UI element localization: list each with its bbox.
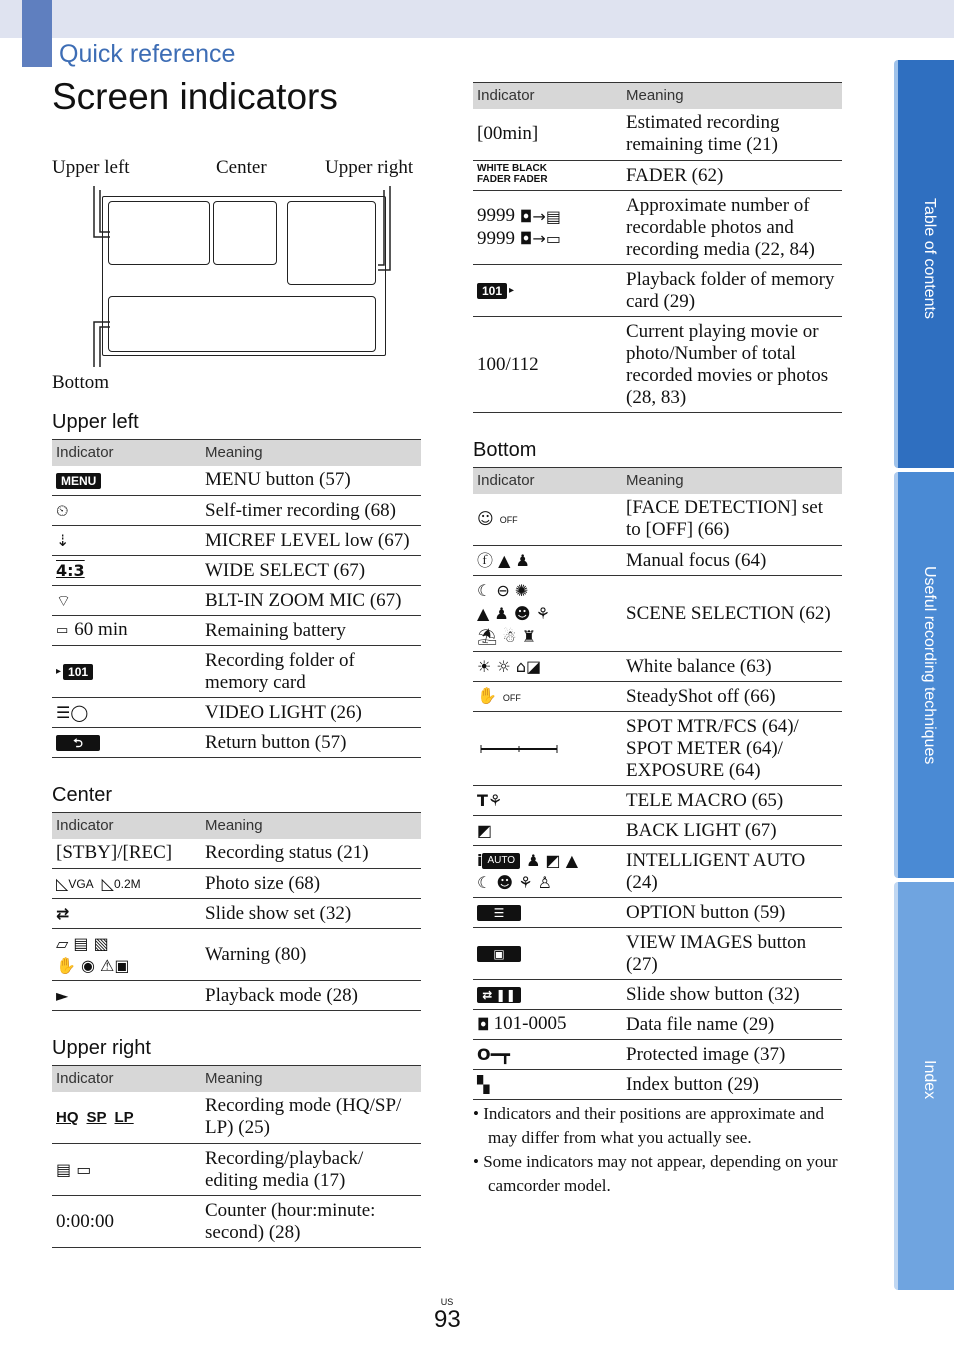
video-light-icon: ☰◯ — [56, 702, 89, 722]
indicator-header: Indicator — [52, 1066, 201, 1092]
upper-left-heading: Upper left — [52, 411, 139, 433]
upper-right-heading: Upper right — [52, 1037, 151, 1059]
photo-size-icon: ◺ — [101, 873, 114, 893]
center-heading: Center — [52, 784, 113, 806]
table-cell: VIDEO LIGHT (26) — [201, 698, 421, 728]
table-cell: BACK LIGHT (67) — [622, 816, 842, 846]
table-cell: VIEW IMAGES button (27) — [622, 928, 842, 980]
key-icon: O━┳ — [477, 1044, 510, 1064]
table-cell: White balance (63) — [622, 652, 842, 682]
table-cell: [FACE DETECTION] set to [OFF] (66) — [622, 494, 842, 546]
media-icon: ▤ ▭ — [56, 1159, 92, 1179]
slideshow-set-icon: ⇄ — [56, 903, 70, 923]
steadyshot-off-icon: ✋ — [477, 686, 497, 706]
view-images-icon: ▣ — [477, 946, 521, 962]
play-folder-icon: 101 — [477, 283, 507, 299]
indicator-header: Indicator — [473, 83, 622, 109]
bottom-table: Indicator Meaning ☺ OFF [FACE DETECTION] set to [OFF] (66) ⓕ ▲ ♟ Manual focus (64) ☾ ⊖ ✺ ▲ ♟ ☻ ⚘ ⛱ ☃ ♜ SCENE SELECTION (62) ☀ ☼ ⌂◪ White balance (63) ✋ OFF SteadyShot off (66) SPOT MTR/FCS (64)/ SPOT METER (64)/ EXPOSURE (64) T⚘ TELE MACRO (65) ◩ BACK LIGHT (67) i AUTO ♟ ◩ ▲ ☾ ☻ ⚘ ♙ INTELLIGENT AUTO (24) ☰ OPTION button (59) ▣ VIEW IMAGES button (27) ⇄ ❚❚ Slide show button (32) ◘ 101-0005 Data file name (29) O━┳ Protected image (37) ▚ Index button (29) — [473, 467, 842, 1100]
table-cell: Warning (80) — [201, 929, 421, 981]
notes-list — [473, 1102, 845, 1198]
play-arrow-icon: ▸ — [509, 284, 515, 296]
micref-icon: ⇣ — [56, 530, 70, 550]
meaning-header: Meaning — [201, 440, 421, 466]
table-cell: Self-timer recording (68) — [201, 496, 421, 526]
diagram-label-upper-left: Upper left — [52, 157, 130, 178]
menu-icon: MENU — [56, 473, 101, 489]
meaning-header: Meaning — [622, 83, 842, 109]
rec-mode-icon: SP — [86, 1108, 107, 1126]
table-cell: 0:00:00 — [52, 1196, 201, 1248]
fader-icon: WHITE BLACK FADER FADER — [477, 163, 548, 185]
return-icon: ⮌ — [56, 735, 100, 751]
table-cell: Manual focus (64) — [622, 546, 842, 576]
rec-mode-icon: LP — [114, 1108, 134, 1126]
table-cell: Current playing movie or photo/Number of total recorded movies or photos (28, 83) — [622, 317, 842, 413]
table-cell: [00min] — [473, 109, 622, 161]
diagram-leader-lines — [88, 180, 398, 370]
table-cell: [STBY]/[REC] — [52, 839, 201, 869]
meaning-header: Meaning — [622, 468, 842, 494]
table-cell: Approximate number of recordable photos and recording media (22, 84) — [622, 191, 842, 265]
playback-mode-icon: ► — [56, 985, 69, 1005]
tab-index[interactable]: Index — [894, 882, 954, 1290]
option-icon: ☰ — [477, 905, 521, 921]
table-cell: 100/112 — [473, 317, 622, 413]
diagram-label-upper-right: Upper right — [325, 157, 414, 178]
table-cell: Counter (hour:minute: second) (28) — [201, 1196, 421, 1248]
table-cell: Estimated recording remaining time (21) — [622, 109, 842, 161]
exposure-bar-icon — [477, 744, 561, 754]
rec-mode-icon: HQ — [56, 1108, 79, 1126]
table-cell: Return button (57) — [201, 728, 421, 758]
table-cell: Playback folder of memory card (29) — [622, 265, 842, 317]
upper-right-table-continued — [473, 82, 842, 413]
upper-right-table — [52, 1065, 421, 1248]
face-off-icon: ☺ — [477, 508, 494, 528]
manual-focus-icon: ⓕ ▲ ♟ — [477, 550, 530, 570]
camera-icon: ◘ — [477, 1014, 490, 1034]
table-cell: 9999 — [477, 204, 515, 226]
table-cell: BLT-IN ZOOM MIC (67) — [201, 586, 421, 616]
table-cell: 101-0005 — [493, 1013, 567, 1035]
table-cell: Recording folder of memory card — [201, 646, 421, 698]
table-cell: SCENE SELECTION (62) — [622, 576, 842, 652]
back-light-icon: ◩ — [477, 820, 493, 840]
scene-icon: ☾ ⊖ ✺ ▲ ♟ ☻ ⚘ ⛱ ☃ ♜ — [477, 581, 550, 646]
photo-size-icon: ◺ — [56, 873, 69, 893]
header-bar — [0, 0, 954, 38]
table-cell: Data file name (29) — [622, 1010, 842, 1040]
meaning-header: Meaning — [201, 813, 421, 839]
table-cell: SteadyShot off (66) — [622, 682, 842, 712]
tele-macro-icon: T⚘ — [477, 790, 503, 810]
bottom-heading: Bottom — [473, 439, 537, 461]
table-cell: Photo size (68) — [201, 869, 421, 899]
wide-select-icon: 4:3 — [56, 560, 85, 580]
table-cell: 9999 — [477, 227, 515, 249]
list-item: • Indicators and their positions are approximate and may differ from what you actually see. — [473, 1104, 825, 1147]
table-cell: MENU button (57) — [201, 466, 421, 496]
page-number: US 93 — [434, 1297, 461, 1333]
meaning-header: Meaning — [201, 1066, 421, 1092]
zoom-mic-icon: ⌔ — [56, 590, 72, 610]
table-cell: SPOT MTR/FCS (64)/ SPOT METER (64)/ EXPOSURE (64) — [622, 712, 842, 786]
tab-table-of-contents[interactable]: Table of contents — [894, 60, 954, 468]
table-cell: Recording status (21) — [201, 839, 421, 869]
list-item: • Some indicators may not appear, depending on your camcorder model. — [473, 1152, 838, 1195]
indicator-header: Indicator — [52, 813, 201, 839]
upper-left-table — [52, 439, 421, 758]
intelligent-auto-icon: ♟ ◩ ▲ — [526, 850, 579, 870]
intelligent-auto-icon: ☾ ☻ ⚘ ♙ — [477, 873, 552, 893]
table-cell: TELE MACRO (65) — [622, 786, 842, 816]
table-cell: Slide show button (32) — [622, 980, 842, 1010]
warning-icon: ▱ ▤ ▧ — [56, 933, 109, 953]
diagram-label-center: Center — [216, 157, 267, 178]
play-arrow-icon: ▸ — [56, 665, 62, 677]
indicator-header: Indicator — [52, 440, 201, 466]
table-cell: Recording/playback/ editing media (17) — [201, 1144, 421, 1196]
tab-useful-recording-techniques[interactable]: Useful recording techniques — [894, 472, 954, 878]
self-timer-icon: ⏲ — [56, 500, 69, 520]
center-table: Indicator Meaning [STBY]/[REC] Recording status (21) ◺VGA ◺0.2M Photo size (68) ⇄ Slide show set (32) ▱ ▤ ▧ ✋ ◉ ⚠▣ Warning (80) ► Playback mode (28) — [52, 812, 421, 1011]
table-cell: WIDE SELECT (67) — [201, 556, 421, 586]
table-cell: OPTION button (59) — [622, 898, 842, 928]
table-cell: Protected image (37) — [622, 1040, 842, 1070]
slideshow-button-icon: ⇄ ❚❚ — [477, 987, 521, 1003]
photos-count-icon: ◘→▤ — [519, 206, 561, 226]
table-cell: Playback mode (28) — [201, 981, 421, 1011]
rec-folder-icon: 101 — [63, 664, 93, 680]
table-cell: Remaining battery — [201, 616, 421, 646]
side-tabs — [894, 60, 954, 1290]
white-balance-icon: ☀ ☼ ⌂◪ — [477, 656, 542, 676]
table-cell: MICREF LEVEL low (67) — [201, 526, 421, 556]
diagram-label-bottom: Bottom — [52, 372, 110, 393]
index-icon: ▚ — [477, 1074, 490, 1094]
table-cell: 60 min — [74, 619, 128, 641]
section-title: Quick reference — [59, 40, 236, 68]
table-cell: FADER (62) — [622, 161, 842, 191]
page-title: Screen indicators — [52, 76, 338, 117]
table-cell: INTELLIGENT AUTO (24) — [622, 846, 842, 898]
warning-icon: ✋ ◉ ⚠▣ — [56, 956, 130, 976]
table-cell: Recording mode (HQ/SP/ LP) (25) — [201, 1092, 421, 1144]
table-cell: Index button (29) — [622, 1070, 842, 1100]
table-cell: Slide show set (32) — [201, 899, 421, 929]
intelligent-auto-icon: AUTO — [482, 853, 520, 869]
indicator-header: Indicator — [473, 468, 622, 494]
battery-icon: ▭ — [56, 622, 69, 638]
header-accent — [22, 0, 52, 67]
photos-count-icon: ◘→▭ — [519, 229, 561, 249]
